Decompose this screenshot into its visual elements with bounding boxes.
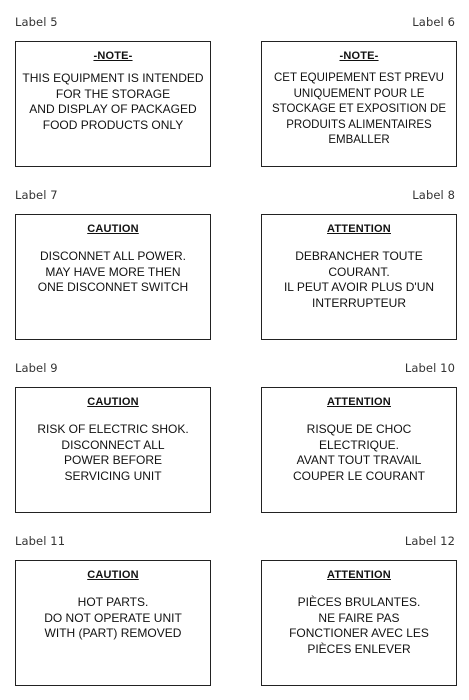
label-7-card [15, 214, 211, 340]
label-10-caption: Label 10 [404, 361, 455, 375]
label-5-heading: -NOTE- [93, 50, 133, 62]
label-5-text: THIS EQUIPMENT IS INTENDED FOR THE STORAGE AND DISPLAY OF PACKAGED FOOD PRODUCTS ONLY [22, 71, 204, 132]
label-8-text: DEBRANCHER TOUTE COURANT. IL PEUT AVOIR PLUS D'UN INTERRUPTEUR [283, 249, 435, 310]
label-10-heading: ATTENTION [327, 396, 391, 408]
label-6-heading: -NOTE- [339, 50, 379, 62]
label-12-card [261, 560, 457, 686]
label-12-caption: Label 12 [404, 534, 455, 548]
label-11-heading: CAUTION [87, 569, 139, 581]
label-9-heading: CAUTION [87, 396, 139, 408]
label-10-card [261, 387, 457, 513]
label-7-heading: CAUTION [87, 223, 139, 235]
label-7-text: DISCONNET ALL POWER. MAY HAVE MORE THEN ONE DISCONNET SWITCH [37, 249, 189, 294]
label-5-card [15, 41, 211, 167]
label-9-text: RISK OF ELECTRIC SHOK. DISCONNECT ALL POWER BEFORE SERVICING UNIT [37, 422, 189, 483]
label-6-text: CET EQUIPEMENT EST PREVU UNIQUEMENT POUR LE STOCKAGE ET EXPOSITION DE PRODUITS ALIMENTAIRES EMBALLER [271, 72, 447, 146]
label-6-caption: Label 6 [412, 15, 455, 29]
label-9-caption: Label 9 [15, 361, 58, 375]
label-6-card [261, 41, 457, 167]
label-9-card [15, 387, 211, 513]
label-11-card [15, 560, 211, 686]
label-10-text: RISQUE DE CHOC ELECTRIQUE. AVANT TOUT TRAVAIL COUPER LE COURANT [292, 422, 426, 483]
label-8-card [261, 214, 457, 340]
label-8-heading: ATTENTION [327, 223, 391, 235]
label-12-heading: ATTENTION [327, 569, 391, 581]
label-11-caption: Label 11 [15, 534, 66, 548]
label-5-caption: Label 5 [15, 15, 58, 29]
label-8-caption: Label 8 [412, 188, 455, 202]
label-12-text: PIÈCES BRULANTES. NE FAIRE PAS FONCTIONER AVEC LES PIÈCES ENLEVER [289, 595, 429, 656]
label-11-text: HOT PARTS. DO NOT OPERATE UNIT WITH (PART) REMOVED [44, 595, 182, 640]
label-7-caption: Label 7 [15, 188, 58, 202]
